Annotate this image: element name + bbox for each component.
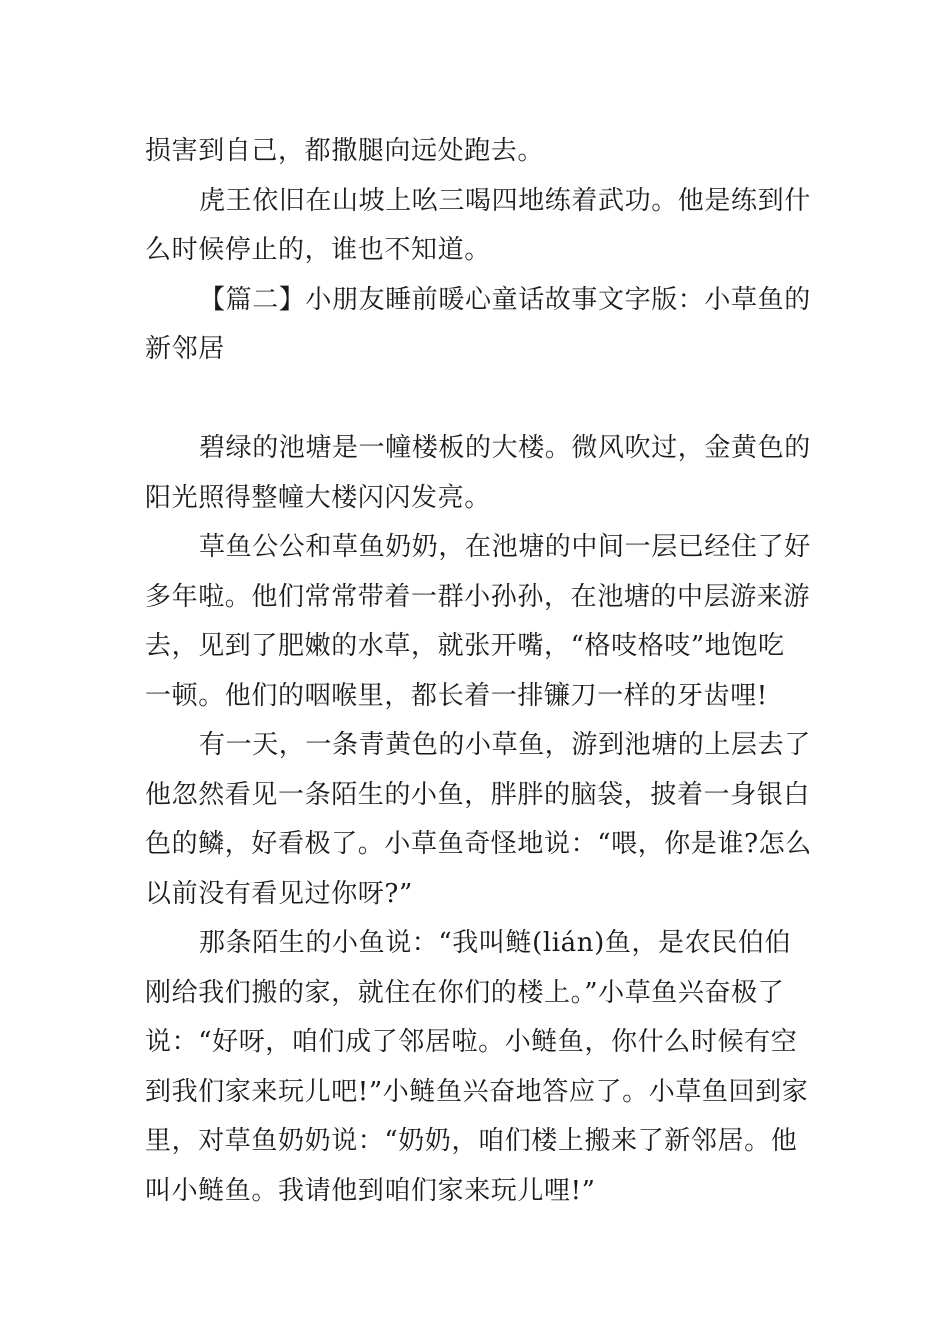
text-line: 一顿。他们的咽喉里，都长着一排镰刀一样的牙齿哩!: [145, 680, 768, 711]
text-line: 多年啦。他们常常带着一群小孙孙，在池塘的中层游来游: [145, 581, 811, 612]
text-line: 新邻居: [145, 334, 225, 364]
text-line: [145, 375, 807, 425]
paragraph: [145, 424, 811, 523]
text-line: 那条陌生的小鱼说：“我叫鲢(lián)鱼，是农民伯伯: [199, 928, 792, 958]
text-line: 【篇二】小朋友睡前暖心童话故事文字版：小草鱼的: [199, 284, 811, 315]
text-line: 他忽然看见一条陌生的小鱼，胖胖的脑袋，披着一身银白: [145, 779, 811, 810]
text-line: 阳光照得整幢大楼闪闪发亮。: [145, 482, 491, 513]
text-line: 刚给我们搬的家，就住在你们的楼上。”小草鱼兴奋极了: [145, 977, 785, 1008]
text-line: 色的鳞，好看极了。小草鱼奇怪地说：“喂，你是谁?怎么: [145, 829, 812, 859]
text-line: 到我们家来玩儿吧!”小鲢鱼兴奋地答应了。小草鱼回到家: [145, 1076, 809, 1107]
paragraph: [145, 177, 811, 276]
paragraph: [145, 919, 807, 1216]
text-line: 么时候停止的，谁也不知道。: [145, 235, 491, 265]
text-line: 说：“好呀，咱们成了邻居啦。小鲢鱼，你什么时候有空: [145, 1027, 798, 1057]
paragraph: [145, 721, 812, 919]
document-body: [145, 127, 812, 1216]
text-line: 去，见到了肥嫩的水草，就张开嘴，“格吱格吱”地饱吃: [145, 631, 785, 661]
text-line: 里，对草鱼奶奶说：“奶奶，咱们楼上搬来了新邻居。他: [145, 1126, 798, 1156]
text-line: 虎王依旧在山坡上吆三喝四地练着武功。他是练到什: [199, 185, 811, 216]
text-line: 叫小鲢鱼。我请他到咱们家来玩儿哩!”: [145, 1175, 596, 1206]
blank-line: [145, 375, 807, 425]
text-line: 碧绿的池塘是一幢楼板的大楼。微风吹过，金黄色的: [199, 433, 811, 463]
text-line: 以前没有看见过你呀?”: [145, 878, 413, 909]
paragraph: [145, 523, 811, 721]
text-line: 损害到自己，都撒腿向远处跑去。: [145, 136, 545, 166]
text-line: 草鱼公公和草鱼奶奶，在池塘的中间一层已经住了好: [199, 532, 811, 562]
text-line: 有一天，一条青黄色的小草鱼，游到池塘的上层去了: [199, 730, 811, 760]
paragraph: [145, 127, 807, 177]
paragraph: [145, 276, 811, 375]
